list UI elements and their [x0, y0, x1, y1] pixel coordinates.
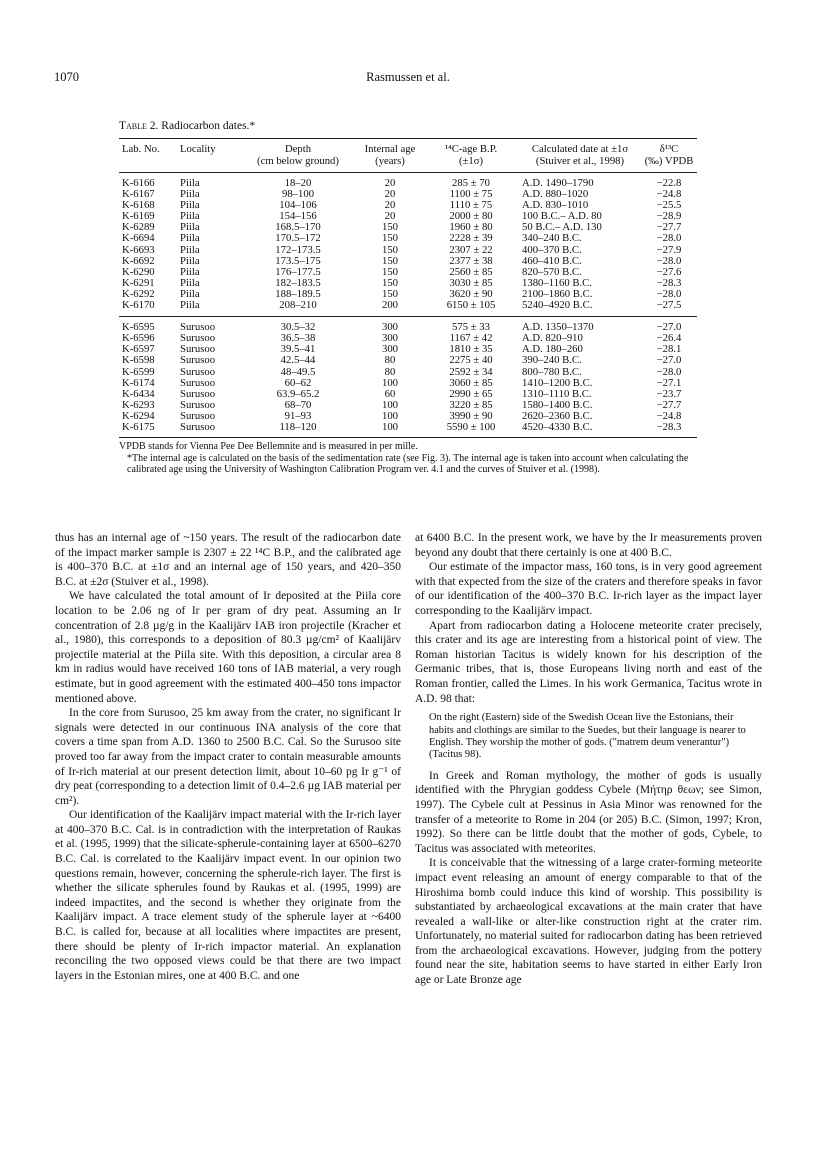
table-cell: 1810 ± 35: [449, 343, 493, 356]
table-cell: −27.7: [656, 398, 682, 411]
table-cell: 60–62: [284, 376, 312, 389]
table-cell: Piila: [180, 210, 200, 223]
table-cell: Piila: [180, 232, 200, 245]
table-cell: 300: [381, 332, 399, 345]
table-cell: Piila: [180, 254, 200, 267]
table-row: [119, 317, 697, 334]
table-cell: 575 ± 33: [423, 317, 519, 334]
table-cell: 2228 ± 39: [449, 232, 493, 245]
table-cell: Surusoo: [180, 354, 216, 367]
table-cell: 1410–1200 B.C.: [522, 376, 593, 389]
table-cell: Surusoo: [177, 422, 239, 438]
table-cell: −25.5: [656, 199, 682, 212]
table-cell: 150: [381, 287, 399, 300]
table-cell: 2990 ± 65: [449, 387, 493, 400]
table-cell: 2560 ± 85: [449, 265, 493, 278]
table-cell: 150: [381, 265, 399, 278]
table-cell: 20: [384, 199, 396, 212]
table-cell: 154–156: [279, 210, 317, 223]
surusoo-rows: [119, 317, 697, 438]
table-cell: 3620 ± 90: [449, 287, 493, 300]
table-cell: 100: [381, 376, 399, 389]
table-cell: −28.0: [656, 232, 682, 245]
page-number: 1070: [54, 70, 79, 84]
table-footnote-vpdb: VPDB stands for Vienna Pee Dee Bellemnite and is measured in per mille.: [119, 441, 418, 453]
table-caption-text: Radiocarbon dates.*: [161, 120, 256, 132]
table-cell: K-6170: [122, 299, 155, 312]
table-cell: 2275 ± 40: [449, 354, 493, 367]
table-cell: 1310–1110 B.C.: [522, 387, 592, 400]
paragraph: at 6400 B.C. In the present work, we have by the Ir measurements proven beyond any doubt that there certainly is one at 400 B.C.: [415, 532, 762, 559]
table-cell: 91–93: [284, 409, 312, 422]
table-cell: A.D. 880–1020: [522, 188, 589, 201]
right-column: [415, 531, 762, 988]
table-cell: 2592 ± 34: [449, 365, 493, 378]
table-cell: 5240–4920 B.C.: [522, 299, 593, 312]
table-row: [119, 289, 697, 300]
table-cell: Surusoo: [180, 343, 216, 356]
table-cell: 176–177.5: [275, 265, 321, 278]
table-cell: 1167 ± 42: [449, 332, 493, 345]
table-cell: K-6175: [119, 422, 177, 438]
table-cell: 68–70: [284, 398, 312, 411]
table-cell: −28.0: [656, 287, 682, 300]
table-cell: 1960 ± 80: [449, 221, 493, 234]
paragraph: In the core from Surusoo, 25 km away from the crater, no significant Ir signals were detected in our continuous INA analysis of the core that covers a time span from A.D. 1360 to 2500 B.C. Cal. So the Surusoo site proved too far away from the impact crater to contain measurable amounts of Ir-rich material at our present detection limit, about 10–60 pg Ir g⁻¹ of dry peat (corresponding to a detection limit of 0.4–2.6 µg IAB material per cm²).: [55, 707, 401, 807]
table-cell: 2620–2360 B.C.: [522, 409, 593, 422]
table-cell: 2307 ± 22: [449, 243, 493, 256]
table-cell: Surusoo: [180, 365, 216, 378]
table-cell: 170.5–172: [275, 232, 321, 245]
table-row: [119, 211, 697, 222]
table-cell: 208–210: [279, 299, 317, 312]
table-cell: 390–240 B.C.: [522, 354, 582, 367]
table-cell: K-6598: [122, 354, 155, 367]
table-cell: Piila: [180, 265, 200, 278]
table-cell: 4520–4330 B.C.: [519, 422, 641, 438]
table-row: [119, 256, 697, 267]
paragraph: thus has an internal age of ~150 years. The result of the radiocarbon date of the impact marker sample is 2307 ± 22 ¹⁴C B.P., and the calibrated age is 400–370 B.C. at ±1σ and an internal age of 150 years, and 420–350 B.C. at ±2σ (Stuiver et al., 1998).: [55, 532, 401, 588]
table-cell: 18–20: [284, 177, 312, 189]
table-cell: K-6434: [122, 387, 155, 400]
table-cell: 188–189.5: [275, 287, 321, 300]
table-cell: K-6596: [122, 332, 155, 345]
radiocarbon-table-block: [119, 120, 697, 476]
table-cell: 150: [381, 232, 399, 245]
table-cell: 182–183.5: [275, 276, 321, 289]
table-cell: 3990 ± 90: [449, 409, 493, 422]
paragraph: Our identification of the Kaalijärv impact material with the Ir-rich layer at 400–370 B.C. Cal. is in contradiction with the interpretation of Raukas et al. (1995, 1999) that the silicate-spherule-containing layer at 6500–6270 B.C. Cal. is correlated to the Kaalijärv impact event. In our opinion two questions remain, however, concerning the spherule-rich layer. The first is whether the silicate spherules found by Raukas et al. (1995, 1999) are indeed impactites, and the second is whether they originate from the Kaalijärv impact. A trace element study of the spherule layer at ~6400 B.C. is called for, because at all localities where impactites are present, there should be plenty of Ir-rich impactor material. An explanation reconciling the two opposed views could be that there are two impact layers in the Estonian mires, one at 400 B.C. and one: [55, 809, 401, 982]
table-cell: K-6169: [122, 210, 155, 223]
table-cell: 50 B.C.– A.D. 130: [522, 221, 602, 234]
left-column: [55, 531, 401, 983]
table-cell: 150: [381, 254, 399, 267]
table-cell: A.D. 180–260: [522, 343, 583, 356]
table-caption-label: Table 2.: [119, 120, 159, 132]
table-cell: K-6166: [122, 177, 155, 189]
table-cell: 104–106: [279, 199, 317, 212]
table-cell: 100 B.C.– A.D. 80: [522, 210, 602, 223]
table-cell: 300: [357, 317, 423, 334]
table-cell: −27.0: [656, 354, 682, 367]
table-cell: 30.5–32: [239, 317, 357, 334]
table-cell: 2000 ± 80: [449, 210, 493, 223]
table-row: [119, 222, 697, 233]
table-notes: [119, 441, 697, 476]
table-cell: 39.5–41: [280, 343, 316, 356]
table-row: [119, 367, 697, 378]
table-cell: 285 ± 70: [452, 177, 490, 189]
table-cell: K-6174: [122, 376, 155, 389]
table-cell: 3220 ± 85: [449, 398, 493, 411]
table-cell: −28.9: [656, 210, 682, 223]
table-cell: 98–100: [281, 188, 315, 201]
table-cell: 1380–1160 B.C.: [522, 276, 592, 289]
table-row: [119, 233, 697, 244]
table-cell: K-6290: [122, 265, 155, 278]
table-cell: 63.9–65.2: [276, 387, 320, 400]
column-header: Internal age (years): [357, 139, 423, 173]
table-cell: K-6599: [122, 365, 155, 378]
table-cell: Surusoo: [180, 332, 216, 345]
table-cell: K-6291: [122, 276, 155, 289]
table-row: [119, 245, 697, 256]
table-cell: −27.7: [656, 221, 682, 234]
running-head: [54, 70, 762, 88]
table-cell: Surusoo: [177, 317, 239, 334]
table-cell: 60: [384, 387, 396, 400]
table-cell: Surusoo: [180, 376, 216, 389]
table-cell: Piila: [180, 287, 200, 300]
table-cell: K-6292: [122, 287, 155, 300]
table-cell: 20: [384, 177, 396, 189]
table-cell: 20: [384, 188, 396, 201]
table-cell: 820–570 B.C.: [522, 265, 582, 278]
table-cell: Piila: [180, 188, 200, 201]
table-cell: 100: [381, 409, 399, 422]
table-cell: A.D. 1490–1790: [522, 177, 594, 189]
paragraph: Apart from radiocarbon dating a Holocene meteorite crater precisely, this crater and its age are interesting from a historical point of view. The Roman historian Tacitus is widely known for his description of the Germanic tribes, that is, those Europeans living north and east of the Roman frontier, called the Limes. In his work Germanica, Tacitus wrote in A.D. 98 that:: [415, 619, 762, 705]
table-cell: Surusoo: [180, 387, 216, 400]
column-header: Calculated date at ±1σ (Stuiver et al., 1998): [519, 139, 641, 173]
paragraph: In Greek and Roman mythology, the mother of gods is usually identified with the Phrygian goddess Cybele (Μήτηρ θεων; see Simon, 1997). The Cybele cult at Pessinus in Asia Minor was renowned for the transfer of a meteorite to Rome in 204 (or 205) B.C. (Simon, 1997; Kron, 1992). So there can be little doubt that the mother of gods, Cybele, to Tacitus was associated with meteorites.: [415, 769, 762, 855]
running-title: Rasmussen et al.: [366, 70, 450, 84]
table-row: [119, 355, 697, 366]
table-cell: K-6694: [122, 232, 155, 245]
table-cell: Surusoo: [180, 409, 216, 422]
table-cell: Piila: [180, 276, 200, 289]
table-cell: −27.1: [656, 376, 682, 389]
table-row: [119, 173, 697, 190]
paragraph: Our estimate of the impactor mass, 160 tons, is in very good agreement with that expected from the size of the craters and therefore speaks in favor of our identification of the 400–370 B.C. Ir-rich layer as the impact layer corresponding to the Kaalijärv impact.: [415, 561, 762, 617]
table-cell: K-6168: [122, 199, 155, 212]
piila-rows: [119, 173, 697, 317]
table-row: [119, 422, 697, 438]
table-cell: 3030 ± 85: [449, 276, 493, 289]
table-cell: −28.0: [656, 365, 682, 378]
table-cell: −28.3: [656, 276, 682, 289]
table-row: [119, 189, 697, 200]
table-cell: 150: [381, 221, 399, 234]
column-header: ¹⁴C-age B.P. (±1σ): [423, 139, 519, 173]
table-cell: 1580–1400 B.C.: [522, 398, 593, 411]
column-header: Locality: [177, 139, 239, 173]
table-cell: −27.5: [656, 299, 682, 312]
table-cell: 2377 ± 38: [449, 254, 493, 267]
table-cell: 150: [381, 276, 399, 289]
table-cell: 20: [384, 210, 396, 223]
paragraph: We have calculated the total amount of Ir deposited at the Piila core location to be 2.06 ng of Ir per gram of dry peat. Assuming an Ir concentration of 2.8 µg/g in the Kaalijärv IAB iron projectile (Kracher et al., 1980), this corresponds to a deposition of 80.3 µg/cm² of Kaalijärv projectile material at the Piila site. With this deposition, a circular area 8 km in radius would have received 160 tons of IAB material, a very rough estimate, but in good agreement with the estimated 400–450 tons impactor mentioned above.: [55, 590, 401, 705]
table-row: [119, 200, 697, 211]
table-cell: A.D. 820–910: [522, 332, 583, 345]
table-cell: 300: [381, 343, 399, 356]
table-cell: −27.0: [641, 317, 697, 334]
table-cell: 400–370 B.C.: [522, 243, 582, 256]
table-cell: −27.9: [656, 243, 682, 256]
table-cell: 42.5–44: [280, 354, 316, 367]
table-cell: K-6294: [122, 409, 155, 422]
table-cell: −28.0: [656, 254, 682, 267]
table-cell: K-6293: [122, 398, 155, 411]
table-cell: 340–240 B.C.: [522, 232, 582, 245]
table-cell: Piila: [180, 177, 200, 189]
table-cell: 80: [384, 354, 396, 367]
table-cell: 800–780 B.C.: [522, 365, 582, 378]
table-cell: K-6289: [122, 221, 155, 234]
table-cell: 168.5–170: [275, 221, 321, 234]
table-cell: −22.8: [656, 177, 682, 189]
table-cell: Piila: [180, 299, 200, 312]
table-cell: 6150 ± 105: [446, 299, 496, 312]
table-footnote-internal-age: *The internal age is calculated on the basis of the sedimentation rate (see Fig. 3). The internal age is taken into account when calculating the calibrated age using the University of Washington Calibration Program ver. 4.1 and the curves of Stuiver et al. (1998).: [127, 452, 689, 476]
table-cell: A.D. 830–1010: [522, 199, 589, 212]
table-cell: K-6167: [122, 188, 155, 201]
table-cell: K-6595: [119, 317, 177, 334]
table-cell: Piila: [180, 199, 200, 212]
table-cell: −24.8: [656, 409, 682, 422]
table-cell: K-6692: [122, 254, 155, 267]
table-cell: 3060 ± 85: [449, 376, 493, 389]
table-cell: 200: [381, 299, 399, 312]
table-cell: Piila: [180, 221, 200, 234]
table-cell: 460–410 B.C.: [522, 254, 582, 267]
table-cell: 1110 ± 75: [449, 199, 493, 212]
table-cell: A.D. 1350–1370: [519, 317, 641, 334]
table-cell: K-6597: [122, 343, 155, 356]
table-cell: 2100–1860 B.C.: [522, 287, 593, 300]
table-cell: 150: [381, 243, 399, 256]
tacitus-quote: On the right (Eastern) side of the Swedish Ocean live the Estonians, their habits and clothings are similar to the Suedes, but their language is nearer to English. They worship the mother of gods. ("matrem deum venerantur") (Tacitus 98).: [429, 712, 746, 761]
table-cell: 100: [357, 422, 423, 438]
table-cell: K-6693: [122, 243, 155, 256]
table-cell: Piila: [180, 243, 200, 256]
table-row: [119, 267, 697, 278]
table-row: [119, 300, 697, 317]
column-header: δ¹³C (‰) VPDB: [641, 139, 697, 173]
table-row: [119, 278, 697, 289]
table-header-row: [119, 139, 697, 173]
table-cell: 172–173.5: [275, 243, 321, 256]
table-cell: Surusoo: [180, 398, 216, 411]
table-caption: [119, 120, 697, 132]
table-cell: 80: [384, 365, 396, 378]
column-header: Depth (cm below ground): [239, 139, 357, 173]
table-cell: 100: [381, 398, 399, 411]
table-cell: 1100 ± 75: [449, 188, 493, 201]
table-cell: −23.7: [656, 387, 682, 400]
table-cell: −24.8: [656, 188, 682, 201]
table-cell: −26.4: [656, 332, 682, 345]
table-cell: 118–120: [239, 422, 357, 438]
radiocarbon-table: [119, 138, 697, 438]
table-cell: −28.3: [641, 422, 697, 438]
paragraph: It is conceivable that the witnessing of a large crater-forming meteorite impact event releasing an amount of energy comparable to that of the Hiroshima bomb could induce this kind of worship. This possibility is substantiated by archaeological excavations at the main crater that have revealed a wall-like or alter-like construction right at the crater rim. Unfortunately, no material suited for radiocarbon dating has been retrieved from the archaeological excavations. However, judging from the pottery found near the site, habitation seems to have started in either Early Iron age or Late Bronze age: [415, 857, 762, 987]
column-header: Lab. No.: [119, 139, 177, 173]
table-cell: 5590 ± 100: [423, 422, 519, 438]
table-cell: −27.6: [656, 265, 682, 278]
table-cell: 173.5–175: [275, 254, 321, 267]
table-cell: 48–49.5: [280, 365, 316, 378]
table-cell: −28.1: [656, 343, 682, 356]
table-cell: 36.5–38: [280, 332, 316, 345]
